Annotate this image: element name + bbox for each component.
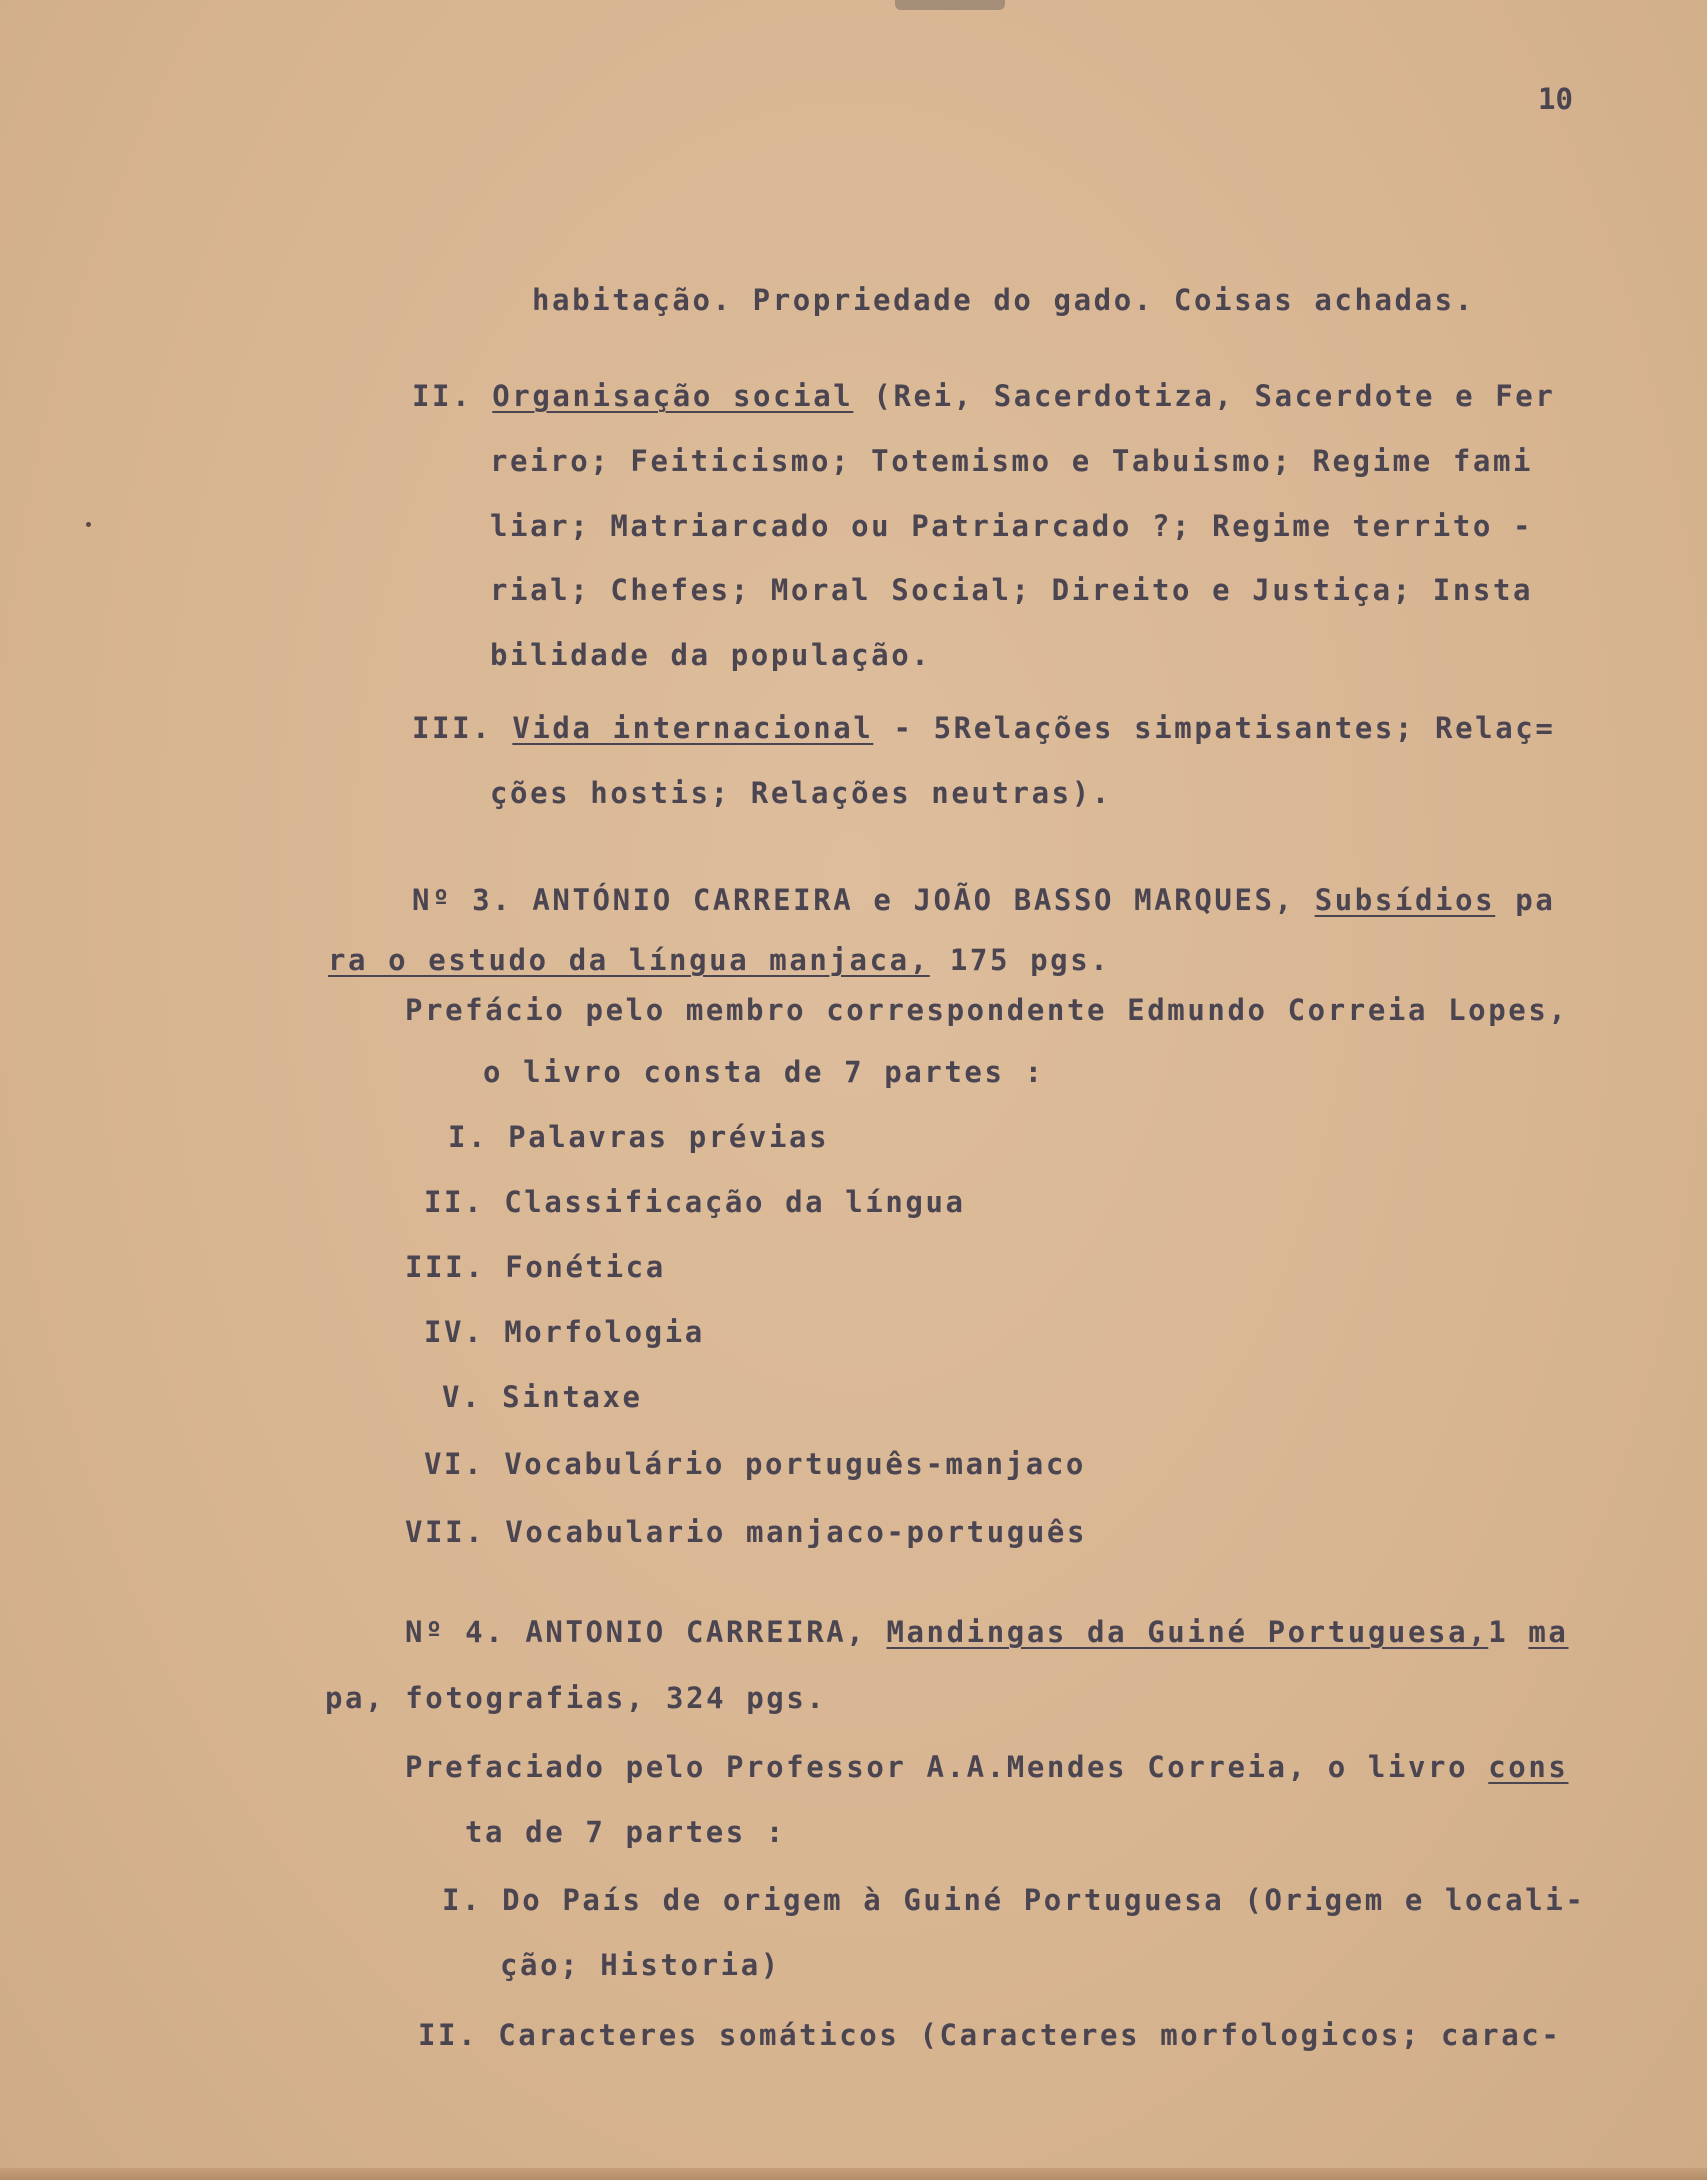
text-line: rial; Chefes; Moral Social; Direito e Justiça; Insta: [490, 573, 1534, 607]
text-line: habitação. Propriedade do gado. Coisas achadas.: [532, 283, 1475, 317]
entry-3-title-line: [328, 940, 1110, 980]
entry-author: Nº 3. ANTÓNIO CARREIRA e JOÃO BASSO MARQUES,: [412, 883, 1315, 917]
ink-speck: [86, 522, 91, 527]
list-item: III. Fonética: [405, 1250, 666, 1284]
item-number: II.: [412, 379, 473, 413]
entry-title: ra o estudo da língua manjaca,: [328, 943, 930, 977]
entry-4-heading: [405, 1612, 1568, 1652]
entry-title: Mandingas da Guiné Portuguesa,: [886, 1615, 1489, 1649]
entry-text: pa: [1495, 883, 1556, 917]
item-title: Organisação social: [492, 379, 854, 413]
entry-4-preface: [405, 1747, 1568, 1787]
text-line: bilidade da população.: [490, 638, 932, 672]
entry-title: Subsídios: [1314, 883, 1496, 917]
list-item: V. Sintaxe: [442, 1380, 643, 1414]
entry-text: ma: [1528, 1615, 1569, 1649]
entry-3-preface: Prefácio pelo membro correspondente Edmundo Correia Lopes,: [405, 993, 1569, 1027]
page-edge: [0, 2168, 1707, 2180]
text-line: liar; Matriarcado ou Patriarcado ?; Regime territo -: [490, 509, 1534, 543]
entry-4-line-2: pa, fotografias, 324 pgs.: [325, 1681, 827, 1715]
entry-3-intro: o livro consta de 7 partes :: [483, 1055, 1045, 1089]
item-number: III.: [412, 711, 493, 745]
text-line: reiro; Feiticismo; Totemismo e Tabuismo; Regime fami: [490, 444, 1534, 478]
list-item: I. Palavras prévias: [448, 1120, 830, 1154]
item-title: Vida internacional: [512, 711, 874, 745]
item-III-line-1: [412, 708, 1555, 748]
list-item: II. Caracteres somáticos (Caracteres morfologicos; carac-: [418, 2018, 1562, 2052]
list-item: II. Classificação da língua: [424, 1185, 966, 1219]
paper-clip-mark: [895, 0, 1005, 10]
entry-4-preface-cont: ta de 7 partes :: [465, 1815, 786, 1849]
entry-text: cons: [1488, 1750, 1569, 1784]
list-item: I. Do País de origem à Guiné Portuguesa (Origem e locali-: [442, 1883, 1586, 1917]
item-text: (Rei, Sacerdotiza, Sacerdote e Fer: [853, 379, 1556, 413]
list-item-cont: ção; Historia): [500, 1948, 781, 1982]
list-item: VII. Vocabulario manjaco-português: [405, 1515, 1088, 1549]
page-number: 10: [1538, 82, 1573, 116]
entry-author: Nº 4. ANTONIO CARREIRA,: [405, 1615, 887, 1649]
entry-text: Prefaciado pelo Professor A.A.Mendes Correia, o livro: [405, 1750, 1489, 1784]
entry-text: 1: [1488, 1615, 1529, 1649]
list-item: VI. Vocabulário português-manjaco: [424, 1447, 1086, 1481]
entry-3-heading: [412, 880, 1555, 920]
entry-pages: 175 pgs.: [929, 943, 1111, 977]
list-item: IV. Morfologia: [424, 1315, 705, 1349]
item-text: - 5Relações simpatisantes; Relaç=: [873, 711, 1556, 745]
item-II-line-1: [412, 376, 1555, 416]
text-line: ções hostis; Relações neutras).: [490, 776, 1112, 810]
